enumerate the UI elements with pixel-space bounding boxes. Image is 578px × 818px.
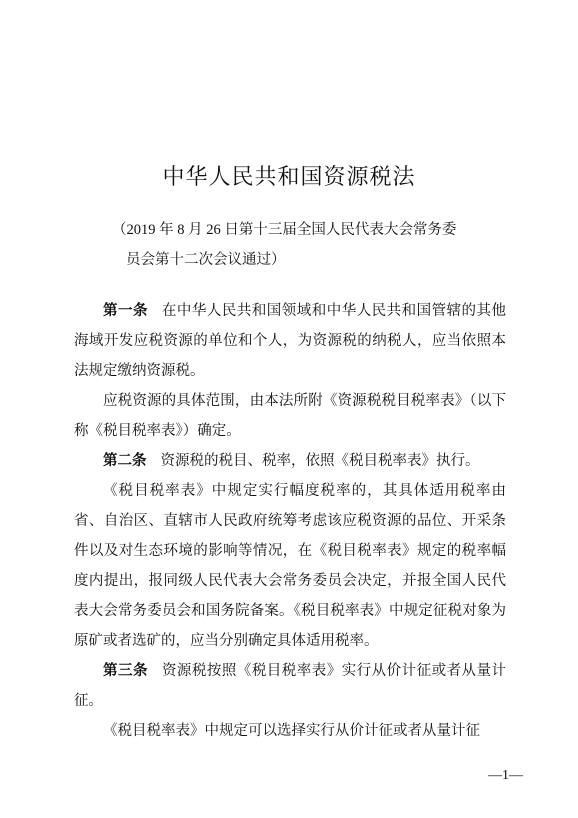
article-heading: 第二条 <box>103 453 147 469</box>
paragraph <box>74 386 506 446</box>
paragraph-article-3 <box>74 656 506 716</box>
document-body <box>74 296 506 746</box>
paragraph-article-2 <box>74 446 506 476</box>
document-title: 中华人民共和国资源税法 <box>162 165 416 190</box>
adoption-note <box>112 215 502 275</box>
adoption-note-line-2: 员会第十二次会议通过） <box>126 252 286 268</box>
article-heading: 第一条 <box>103 303 148 319</box>
paragraph <box>74 716 506 746</box>
article-heading: 第三条 <box>103 663 148 679</box>
paragraph-article-1 <box>74 296 506 386</box>
adoption-note-line-1: （2019 年 8 月 26 日第十三届全国人民代表大会常务委 <box>112 222 457 238</box>
paragraph-text: 资源税的税目、税率，依照《税目税率表》执行。 <box>160 453 480 469</box>
paragraph <box>74 476 506 656</box>
paragraph-text: 《税目税率表》中规定可以选择实行从价计征或者从量计征 <box>103 723 480 739</box>
paragraph-text: 应税资源的具体范围，由本法所附《资源税税目税率表》（以下称《税目税率表》）确定。 <box>74 393 506 439</box>
paragraph-text: 资源税按照《税目税率表》实行从价计征或者从量计征。 <box>74 663 507 709</box>
page-number: —1— <box>488 768 523 783</box>
paragraph-text: 《税目税率表》中规定实行幅度税率的，其具体适用税率由省、自治区、直辖市人民政府统筹考虑该应税资源的品位、开采条件以及对生态环境的影响等情况，在《税目税率表》规定的税率幅度内提出，报同级人民代表大会常务委员会决定，并报全国人民代表大会常务委员会和国务院备案。《税目税率表》中规定征税对象为原矿或者选矿的，应当分别确定具体适用税率。 <box>74 483 506 649</box>
paragraph-text: 在中华人民共和国领域和中华人民共和国管辖的其他海域开发应税资源的单位和个人，为资源税的纳税人，应当依照本法规定缴纳资源税。 <box>74 303 507 379</box>
